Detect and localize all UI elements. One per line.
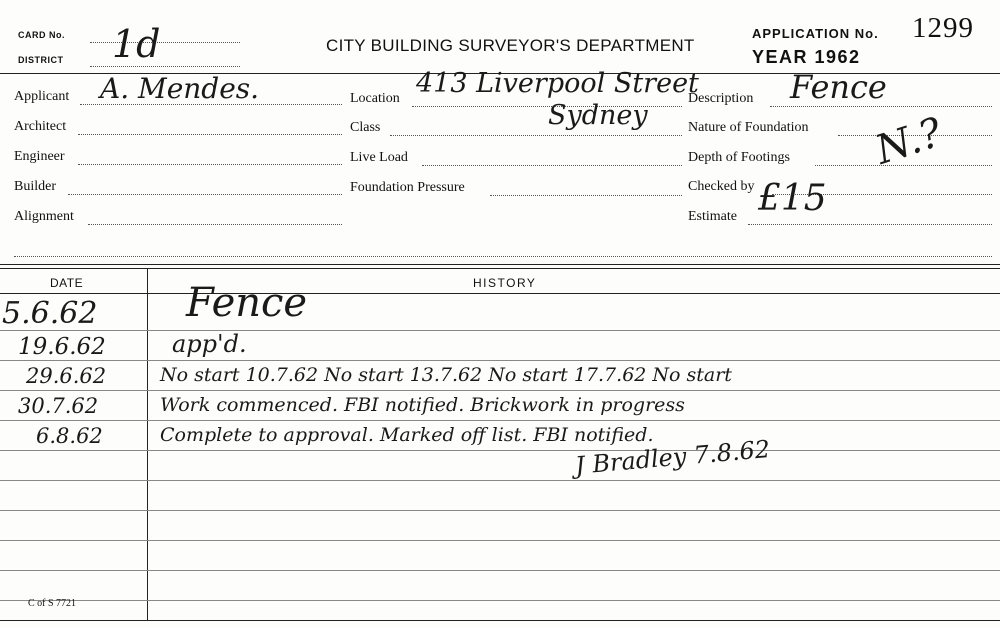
- card-bottom-rule: [0, 620, 1000, 621]
- date-column-divider: [147, 269, 148, 621]
- ruled-line: [0, 360, 1000, 361]
- applicant-value: A. Mendes.: [100, 72, 260, 105]
- checked-label: Checked by: [688, 179, 755, 194]
- builder-label: Builder: [14, 179, 56, 194]
- estimate-value: £15: [758, 178, 827, 219]
- application-label: APPLICATION No.: [752, 26, 879, 41]
- history-top-rule-2: [0, 268, 1000, 269]
- history-date-1: 5.6.62: [2, 296, 98, 331]
- description-label: Description: [688, 91, 754, 106]
- depth-label: Depth of Footings: [688, 150, 790, 165]
- alignment-label: Alignment: [14, 209, 74, 224]
- form-code: C of S 7721: [28, 598, 77, 609]
- estimate-label: Estimate: [688, 209, 737, 224]
- card-no-label: CARD No.: [18, 30, 65, 40]
- location-line1: 413 Liverpool Street: [416, 68, 699, 99]
- history-entry-3: No start 10.7.62 No start 13.7.62 No start 17.7.62 No start: [160, 364, 732, 386]
- bottom-field-line: [14, 256, 992, 257]
- signature: J Bradley 7.8.62: [574, 434, 772, 480]
- history-date-2: 19.6.62: [18, 334, 106, 360]
- applicant-label: Applicant: [14, 89, 70, 104]
- location-line2: Sydney: [548, 100, 648, 131]
- ruled-line: [0, 480, 1000, 481]
- description-value: Fence: [790, 68, 887, 106]
- alignment-line: [88, 224, 342, 225]
- checked-value: N.?: [870, 109, 948, 174]
- history-date-5: 6.8.62: [36, 424, 103, 448]
- class-line: [390, 135, 682, 136]
- history-date-4: 30.7.62: [18, 394, 99, 418]
- class-label: Class: [350, 120, 381, 135]
- history-top-rule-1: [0, 264, 1000, 265]
- history-entry-2: app'd.: [172, 330, 247, 358]
- ruled-line: [0, 510, 1000, 511]
- live-load-line: [422, 165, 682, 166]
- department-title: CITY BUILDING SURVEYOR'S DEPARTMENT: [326, 36, 695, 55]
- date-column-header: DATE: [50, 276, 84, 290]
- year-label: YEAR 1962: [752, 47, 861, 67]
- engineer-line: [78, 164, 342, 165]
- history-header-rule: [0, 293, 1000, 294]
- ruled-line: [0, 330, 1000, 331]
- application-number: 1299: [912, 12, 974, 44]
- ruled-line: [0, 570, 1000, 571]
- district-line: [90, 66, 240, 67]
- builder-line: [68, 194, 342, 195]
- foundation-pressure-label: Foundation Pressure: [350, 180, 465, 195]
- history-entry-1: Fence: [186, 280, 308, 326]
- description-line: [770, 106, 992, 107]
- live-load-label: Live Load: [350, 150, 408, 165]
- architect-line: [78, 134, 342, 135]
- ruled-line: [0, 450, 1000, 451]
- nature-label: Nature of Foundation: [688, 120, 809, 135]
- ruled-line: [0, 600, 1000, 601]
- ruled-line: [0, 540, 1000, 541]
- engineer-label: Engineer: [14, 149, 65, 164]
- estimate-line: [748, 224, 992, 225]
- ruled-line: [0, 390, 1000, 391]
- district-value: 1d: [112, 22, 161, 66]
- foundation-pressure-line: [490, 195, 682, 196]
- ruled-line: [0, 420, 1000, 421]
- history-date-3: 29.6.62: [26, 364, 107, 388]
- history-column-header: HISTORY: [473, 276, 537, 290]
- location-label: Location: [350, 91, 400, 106]
- district-label: DISTRICT: [18, 55, 64, 65]
- history-entry-5: Complete to approval. Marked off list. FBI notified.: [160, 424, 654, 446]
- history-entry-4: Work commenced. FBI notified. Brickwork in progress: [160, 394, 685, 416]
- architect-label: Architect: [14, 119, 67, 134]
